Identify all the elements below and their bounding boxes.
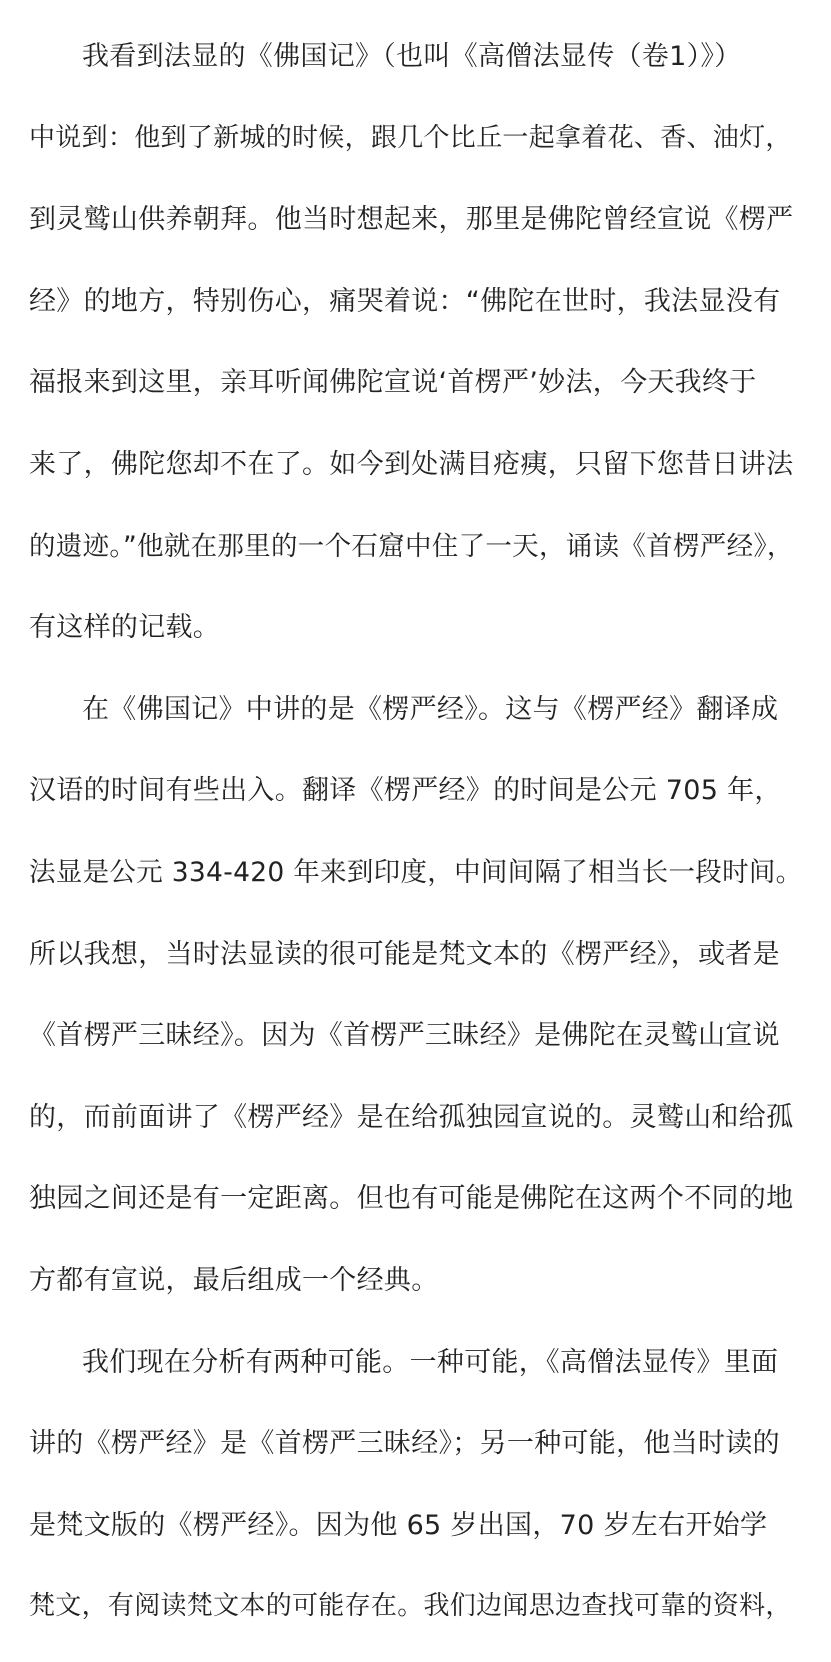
document-body [29, 16, 805, 1648]
text-line: 的遗迹。”他就在那里的一个石窟中住了一天，诵读《首楞严经》， [29, 530, 794, 562]
text-line: 在《佛国记》中讲的是《楞严经》。这与《楞严经》翻译成 [82, 693, 779, 725]
text-line: 中说到：他到了新城的时候，跟几个比丘一起拿着花、香、油灯， [29, 122, 792, 153]
text-line: 经》的地方，特别伤心，痛哭着说：“佛陀在世时，我法显没有 [29, 285, 781, 317]
text-line: 《首楞严三昧经》。因为《首楞严三昧经》是佛陀在灵鹫山宣说 [29, 1020, 780, 1052]
text-line: 福报来到这里，亲耳听闻佛陀宣说‘首楞严’妙法，今天我终于 [29, 367, 757, 399]
paragraph [29, 669, 805, 1322]
text-line: 的，而前面讲了《楞严经》是在给孤独园宣说的。灵鹫山和给孤 [29, 1101, 794, 1133]
text-line: 我们现在分析有两种可能。一种可能，《高僧法显传》里面 [82, 1346, 779, 1378]
text-line: 汉语的时间有些出入。翻译《楞严经》的时间是公元 705 年， [29, 775, 782, 807]
paragraph [29, 16, 805, 669]
text-line: 讲的《楞严经》是《首楞严三昧经》；另一种可能，他当时读的 [29, 1428, 780, 1460]
text-line: 法显是公元 334-420 年来到印度，中间间隔了相当长一段时间。 [29, 856, 803, 888]
text-line: 来了，佛陀您却不在了。如今到处满目疮痍，只留下您昔日讲法 [29, 448, 794, 480]
paragraph [29, 1322, 805, 1648]
text-line: 是梵文版的《楞严经》。因为他 65 岁出国，70 岁左右开始学 [29, 1509, 768, 1541]
text-line: 有这样的记载。 [29, 612, 221, 644]
text-line: 所以我想，当时法显读的很可能是梵文本的《楞严经》，或者是 [29, 938, 780, 970]
text-line: 方都有宣说，最后组成一个经典。 [29, 1264, 439, 1296]
text-line: 到灵鹫山供养朝拜。他当时想起来，那里是佛陀曾经宣说《楞严 [29, 204, 794, 236]
text-line: 我看到法显的《佛国记》（也叫《高僧法显传（卷1）》） [82, 41, 742, 72]
text-line: 梵文，有阅读梵文本的可能存在。我们边闻思边查找可靠的资料， [29, 1591, 792, 1622]
text-line: 独园之间还是有一定距离。但也有可能是佛陀在这两个不同的地 [29, 1183, 794, 1215]
